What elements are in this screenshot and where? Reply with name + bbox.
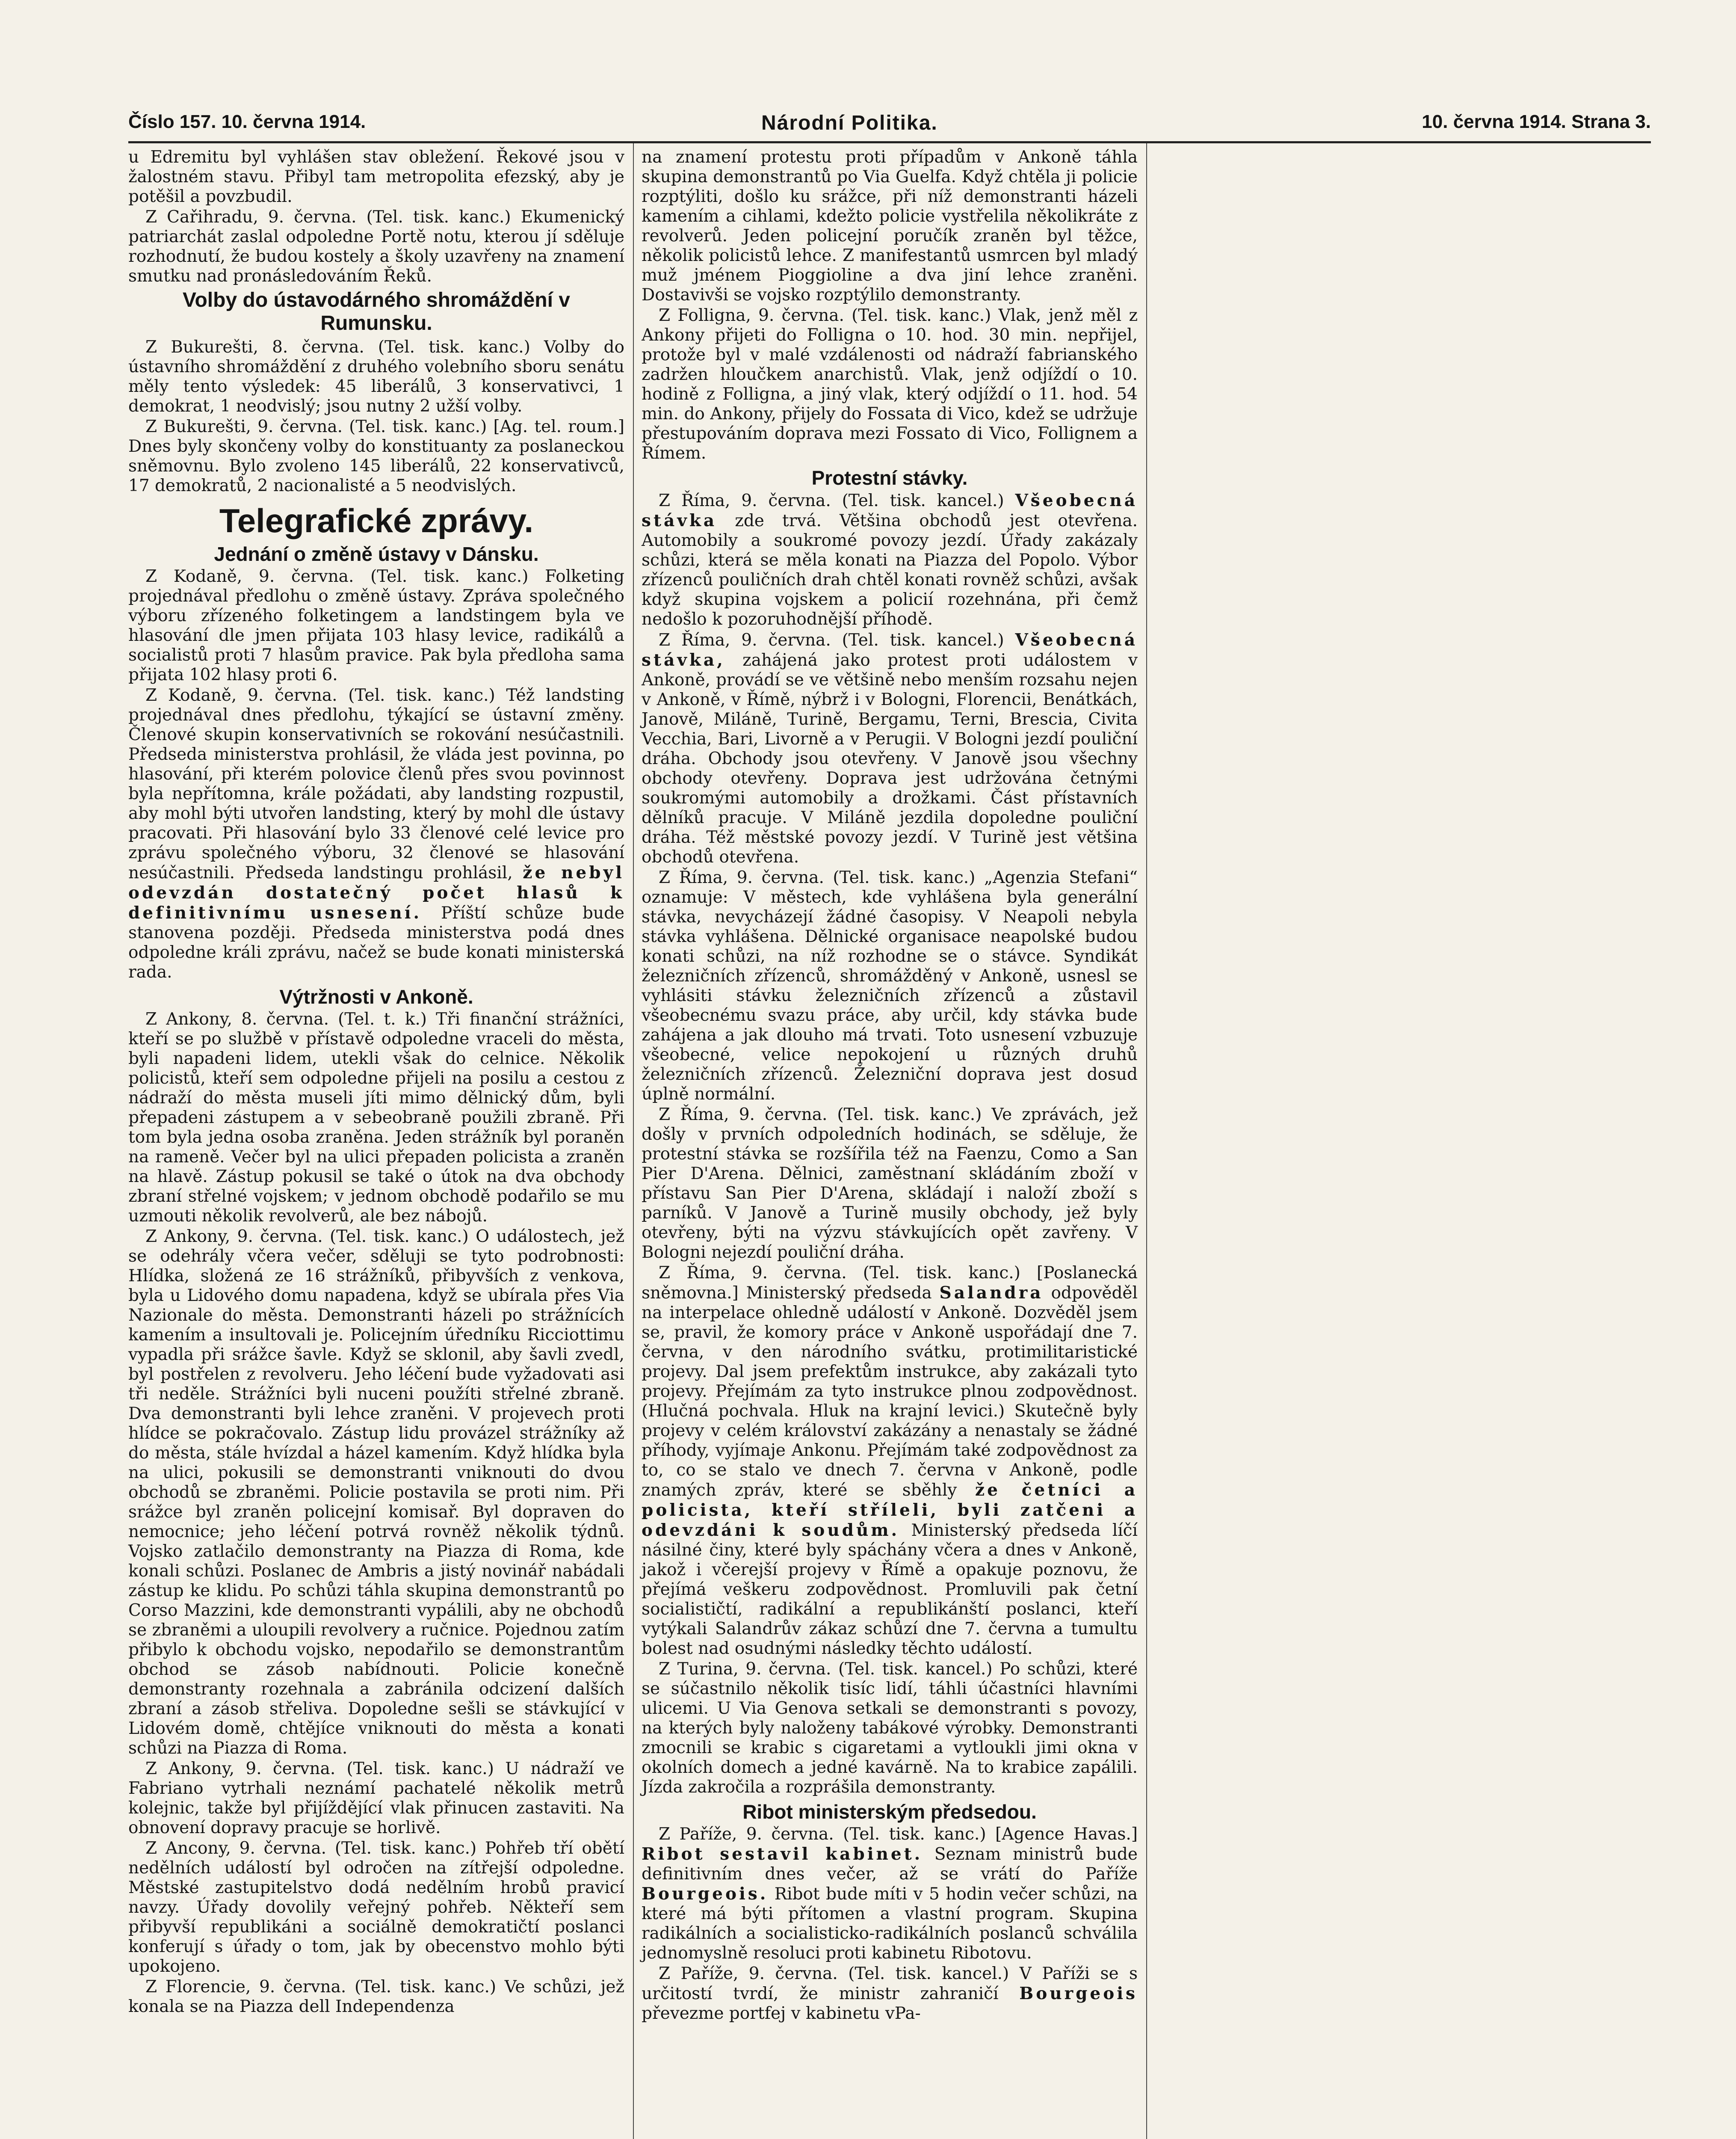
paragraph-text: Z Paříže, 9. června. (Tel. tisk. kanc.) [Agence Havas.] — [659, 1825, 1138, 1844]
article-paragraph: Z Bukurešti, 8. června. (Tel. tisk. kanc.) Volby do ústavního shromáždění z druhého volebního sboru senátu měly tento výsledek: 45 liberálů, 3 konservativci, 1 demokrat, 1 neodvislý; jsou nutny 2 užší volby. — [128, 338, 624, 416]
article-paragraph: Z Kodaně, 9. června. (Tel. tisk. kanc.) Folketing projednával předlohu o změně ústavy. Zpráva společného výboru zřízeného folketingem a landstingem byla ve hlasování dle jmen přijata 103 hlasy levice, radikálů a socialistů proti 7 hlasům pravice. Pak byla předloha sama přijata 102 hlasy proti 6. — [128, 567, 624, 684]
column-divider — [633, 143, 634, 2139]
paragraph-text: zde trvá. Většina obchodů jest otevřena. Automobily a soukromé povozy jezdí. Úřady zakázaly schůzi, která se měla konati na Piazza del Popolo. Výbor zřízenců pouličních drah chtěl konati rovněž schůzi, avšak když skupina vojskem a policií rozehnána, při čemž nedošlo k pozoruhodnější příhodě. — [642, 511, 1138, 629]
paragraph-text: Seznam ministrů bude definitivním dnes večer, až se vrátí do Paříže — [642, 1845, 1138, 1884]
paragraph-text: Z Říma, 9. června. (Tel. tisk. kancel.) — [659, 631, 1004, 650]
article-paragraph — [642, 491, 1138, 629]
article-paragraph: Z Říma, 9. června. (Tel. tisk. kanc.) Ve zprávách, jež došly v prvních odpoledních hodinách, se sděluje, že protestní stávka se rozšířila též na Faenzu, Como a San Pier D'Arena. Dělnici, zaměstnaní skládáním zboží v přístavu San Pier D'Arena, skládají i naloží zboží s parníků. V Janově a Turině musily obchody, jež byly otevřeny, býti na výzvu stávkujících opět zavřeny. V Bologni nejezdí pouliční dráha. — [642, 1105, 1138, 1262]
article-paragraph — [642, 1263, 1138, 1659]
paragraph-text: převezme portfej v kabinetu vPa- — [642, 2004, 921, 2023]
spaced-text: Všeobecná stávka, — [642, 630, 1138, 670]
article-paragraph: Z Cařihradu, 9. června. (Tel. tisk. kanc.) Ekumenický patriarchát zaslal odpoledne Portě notu, kterou jí sděluje rozhodnutí, že budou kostely a školy uzavřeny na znamení smutku nad pronásledováním Řeků. — [128, 207, 624, 286]
issue-number: Číslo 157. 10. června 1914. — [128, 111, 366, 132]
article-paragraph: Z Ancony, 9. června. (Tel. tisk. kanc.) Pohřeb tří obětí nedělních událostí byl odročen na zítřejší odpoledne. Městské zastupitelstvo dodá nedělním hrobů pravicí navzy. Úřady dovolily veřejný pohřeb. Někteří sem přibyvší republikáni a sociálně demokratičtí poslanci konferují s úřady o tom, jak by obecenstvo mohlo býti upokojeno. — [128, 1839, 624, 1976]
article-paragraph: Z Ankony, 9. června. (Tel. tisk. kanc.) U nádraží ve Fabriano vytrhali neznámí pachatelé několik metrů kolejnic, takže byl přijíždějící vlak přinucen zastaviti. Na obnovení dopravy pracuje se horlivě. — [128, 1759, 624, 1837]
section-heading: Ribot ministerským předsedou. — [742, 1801, 1037, 1823]
header-rule — [128, 141, 1651, 143]
article-paragraph: Z Folligna, 9. června. (Tel. tisk. kanc.) Vlak, jenž měl z Ankony přijeti do Folligna o 10. hod. 30 min. nepřijel, protože byl v malé vzdálenosti od nádraží fabrianského zadržen hloučkem anarchistů. Vlak, jenž odjíždí o 10. hodině z Folligna, a jiný vlak, který odjíždí o 11. hod. 54 min. do Ankony, přijely do Fossata di Vico, kdež se udržuje přestupováním doprava mezi Fossato di Vico, Follignem a Římem. — [642, 306, 1138, 463]
column-divider — [1146, 143, 1147, 2139]
column-1 — [128, 148, 624, 2018]
article-paragraph: Z Ankony, 9. června. (Tel. tisk. kanc.) O událostech, jež se odehrály včera večer, sděluji se tyto podrobnosti: Hlídka, složená ze 16 strážníků, přibyvších z venkova, byla u Lidového domu napadena, když se ubírala přes Via Nazionale do města. Demonstranti házeli po strážnících kamením a insultovali je. Policejním úředníku Ricciottimu vypadla při srážce šavle. Když se sklonil, aby šavli zvedl, byl postřelen z revolveru. Jeho léčení bude vyžadovati asi tři neděle. Strážníci byli nuceni použíti střelné zbraně. Dva demonstranti byli lehce zraněni. V projevech proti hlídce se pokračovalo. Zástup lidu provázel strážníky až do města, stále hvízdal a házel kamením. Když hlídka byla na ulici, pokusili se demonstranti vniknouti do dvou obchodů se zbraněmi. Policie postavila se proti nim. Při srážce byl zraněn policejní komisař. Byl dopraven do nemocnice; jeho léčení potrvá rovněž několik týdnů. Vojsko zatlačilo demonstranty na Piazza di Roma, kde konali schůzi. Poslanec de Ambris a jistý novinář nabádali zástup ke klidu. Po schůzi táhla skupina demonstrantů po Corso Mazzini, kde demonstranti vypálili, aby ne obchodů se zbraněmi a uloupili revolvery a ručnice. Pojednou zatím přibylo k obchodu vojsko, nepodařilo se demonstrantům obchod se zásob nabídnouti. Policie konečně demonstranty rozehnala a zabránila odcizení dalších zbraní a zásob střeliva. Dopoledne sešli se stávkující v Lidovém domě, chtějíce vniknouti do města a konati schůzi na Piazza di Roma. — [128, 1227, 624, 1758]
article-paragraph: na znamení protestu proti případům v Ankoně táhla skupina demonstrantů po Via Guelfa. Když chtěla ji policie rozptýliti, došlo ku srážce, při níž demonstranti házeli kamením a cihlami, kdežto policie vystřelila několikráte z revolverů. Jeden policejní poručík zraněn byl těžce, několik policistů lehce. Z manifestantů usmrcen byl mladý muž jménem Pioggioline a dva jiní lehce zraněni. Dostavivši se vojsko rozptýlilo demonstranty. — [642, 148, 1138, 305]
newspaper-title: Národní Politika. — [761, 112, 938, 134]
paragraph-text: Příští schůze bude stanovena později. Předseda ministerstva podá dnes odpoledne králi zprávu, načež se bude konati ministerská rada. — [128, 904, 624, 982]
article-paragraph: Z Říma, 9. června. (Tel. tisk. kanc.) „Agenzia Stefani“ oznamuje: V městech, kde vyhlášena byla generální stávka, nevycházejí žádné časopisy. V Neapoli nebyla stávka vyhlášena. Dělnické organisace neapolské budou konati schůzi, na níž rozhodne se o stávce. Syndikát železničních zřízenců, shromážděný v Ankoně, usnesl se vyhlásiti stávku železničních zřízenců a zůstavil všeobecnému svazu práce, aby určil, kdy stávka bude zahájena a jak dlouho má trvati. Toto usnesení vzbuzuje všeobecné, velice nepokojení u různých druhů železničních zřízenců. Železniční doprava jest dosud úplně normální. — [642, 868, 1138, 1104]
masthead — [128, 111, 1651, 141]
paragraph-text: Z Říma, 9. června. (Tel. tisk. kancel.) — [659, 491, 1004, 510]
spaced-text: Ribot sestavil kabinet. — [642, 1844, 923, 1864]
paragraph-text: Z Říma, 9. června. (Tel. tisk. kanc.) [Poslanecká sněmovna.] Ministerský předseda — [642, 1263, 1138, 1303]
section-title: Telegrafické zprávy. — [219, 502, 534, 539]
paragraph-text: odpověděl na interpelace ohledně událostí v Ankoně. Dozvěděl jsem se, pravil, že komory práce v Ankoně uspořádají dne 7. června, v den národního svátku, protimilitaristické projevy. Dal jsem prefektům instrukce, aby zakázali tyto projevy. Přejímám za tyto instrukce plnou zodpovědnost. (Hlučná pochvala. Hluk na krajní levici.) Skutečně byly projevy v celém království zakázány a nenastaly se žádné příhody, vyjímaje Ankonu. Přejímám také zodpovědnost za to, co se stalo ve dnech 7. června v Ankoně, podle znamých zpráv, které se sběhly — [642, 1283, 1138, 1500]
spaced-text: že nebyl odevzdán dostatečný počet hlasů k definitivnímu usnesení. — [128, 863, 624, 923]
spaced-text: Salandra — [939, 1283, 1044, 1303]
article-paragraph — [128, 686, 624, 982]
paragraph-text: Ribot bude míti v 5 hodin večer schůzi, na které má býti přítomen a vlastní program. Skupina radikálních a socialisticko-radikálních poslanců schválila jednomyslně resoluci proti kabinetu Ribotovu. — [642, 1884, 1138, 1963]
spaced-text: že četníci a policista, kteří stříleli, byli zatčeni a odevzdáni k soudům. — [642, 1480, 1138, 1540]
paragraph-text: Z Paříže, 9. června. (Tel. tisk. kancel.) V Paříži se s určitostí tvrdí, že ministr zahraničí — [642, 1964, 1138, 2003]
article-paragraph: u Edremitu byl vyhlášen stav obležení. Řekové jsou v žalostném stavu. Přibyl tam metropolita efezský, aby je potěšil a povzbudil. — [128, 148, 624, 206]
article-paragraph — [642, 1964, 1138, 2023]
section-heading: Volby do ústavodárného shromáždění v Rumunsku. — [183, 289, 570, 335]
article-paragraph — [642, 630, 1138, 867]
spaced-text: Všeobecná stávka — [642, 491, 1138, 530]
spaced-text: Bourgeois. — [642, 1884, 769, 1904]
paragraph-text: zahájená jako protest proti událostem v Ankoně, provádí se ve většině nebo menším rozsahu nejen v Ankoně, v Římě, nýbrž i v Bologni, Florencii, Benátkách, Janově, Miláně, Turině, Bergamu, Terni, Brescia, Civita Vecchia, Bari, Livorně a v Perugii. V Bologni jezdí pouliční dráha. Obchody jsou otevřeny. V Janově jsou všechny obchody otevřeny. Doprava jest udržována četnými soukromými automobily a drožkami. Část přístavních dělníků pracuje. V Miláně jezdila dopoledne pouliční dráha. Též městské povozy jezdí. V Turině jest většina obchodů otevřena. — [642, 651, 1138, 867]
article-paragraph: Z Florencie, 9. června. (Tel. tisk. kanc.) Ve schůzi, jež konala se na Piazza dell Independenza — [128, 1977, 624, 2016]
spaced-text: Bourgeois — [1019, 1984, 1138, 2003]
section-heading: Výtržnosti v Ankoně. — [279, 986, 473, 1008]
article-paragraph: Z Bukurešti, 9. června. (Tel. tisk. kanc.) [Ag. tel. roum.] Dnes byly skončeny volby do konstituanty za poslaneckou sněmovnu. Bylo zvoleno 145 liberálů, 22 konservativců, 17 demokratů, 2 nacionalisté a 5 neodvislých. — [128, 417, 624, 495]
section-heading: Protestní stávky. — [811, 467, 968, 489]
paragraph-text: Z Kodaně, 9. června. (Tel. tisk. kanc.) Též landsting projednával dnes předlohu, týkající se ústavní změny. Členové skupin konservativních se rokování nesúčastnili. Předseda ministerstva prohlásil, že vláda jest povinna, po hlasování, při kterém polovice členů přes svou povinnost byla nepřítomna, krále požádati, aby landsting rozpustil, aby mohl býti utvořen landsting, který by mohl dle ústavy pracovati. Při hlasování bylo 33 členové celé levice pro zprávu společného výboru, 32 členové se hlasování nesúčastnili. Předseda landstingu prohlásil, — [128, 686, 624, 883]
paragraph-text: Ministerský předseda líčí násilné činy, které byly spáchány včera a dnes v Ankoně, jakož i včerejší projevy v Římě a opakuje poznovu, že přejímá veškeru zodpovědnost. Promluvili pak četní socialističtí, radikální a republikánští poslanci, kteří vytýkali Salandrův zákaz schůzí dne 7. června a tumultu bolest nad osudnými následky těchto událostí. — [642, 1521, 1138, 1658]
section-heading: Jednání o změně ústavy v Dánsku. — [214, 543, 539, 565]
column-2 — [642, 148, 1138, 2024]
article-paragraph — [642, 1825, 1138, 1963]
article-paragraph: Z Ankony, 8. června. (Tel. t. k.) Tři finanční strážníci, kteří se po službě v přístavě odpoledne vraceli do města, byli napadeni lidem, utekli však do celnice. Několik policistů, kteří sem odpoledne přijeli na posilu a cestou z nádraží do města museli jíti mimo dělnický dům, byli přepadeni zástupem a v sebeobraně použili zbraně. Při tom byla jedna osoba zraněna. Jeden strážník byl poraněn na rameně. Večer byl na ulici přepaden policista a zraněn na hlavě. Zástup pokusil se také o útok na dva obchody zbraní střelné vojskem; v jednom obchodě podařilo se mu uzmouti několik revolverů, ale bez nábojů. — [128, 1010, 624, 1226]
article-paragraph: Z Turina, 9. června. (Tel. tisk. kancel.) Po schůzi, které se súčastnilo několik tisíc lidí, táhli účastníci hlavními ulicemi. U Via Genova setkali se demonstranti s povozy, na kterých byly naloženy tabákové výrobky. Demonstranti zmocnili se krabic s cigaretami a vytloukli jimi okna v okolních domech a jedné kavárně. Na to krabice zapálili. Jízda zakročila a rozprášila demonstranty. — [642, 1659, 1138, 1797]
date-page-number: 10. června 1914. Strana 3. — [1422, 111, 1651, 132]
